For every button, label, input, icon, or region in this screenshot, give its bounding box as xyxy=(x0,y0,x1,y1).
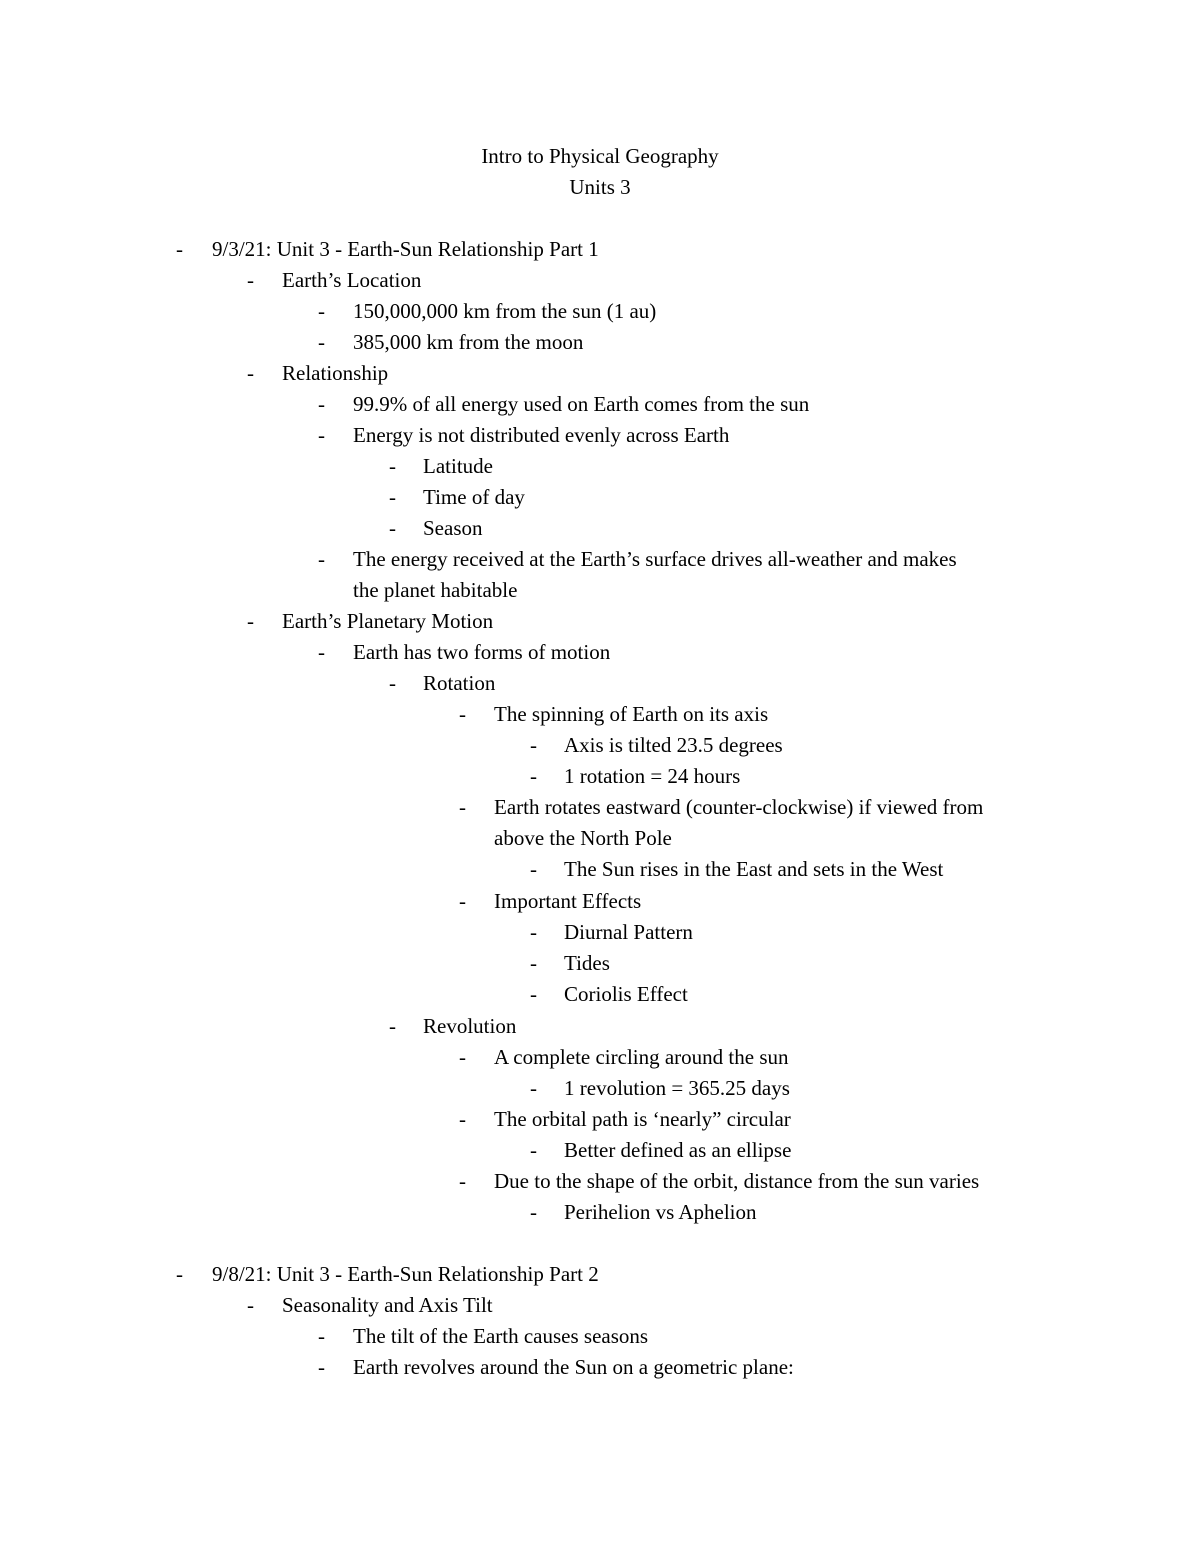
bullet-dash: - xyxy=(176,237,183,261)
note-item: Relationship xyxy=(282,361,389,385)
note-item: Earth has two forms of motion xyxy=(353,640,611,664)
bullet-dash: - xyxy=(176,1262,183,1286)
note-item: 150,000,000 km from the sun (1 au) xyxy=(353,299,657,323)
note-item: The tilt of the Earth causes seasons xyxy=(353,1324,649,1348)
note-item: The orbital path is ‘nearly” circular xyxy=(494,1107,791,1131)
bullet-dash: - xyxy=(530,857,537,881)
note-item: Axis is tilted 23.5 degrees xyxy=(564,733,783,757)
bullet-dash: - xyxy=(459,1169,466,1193)
note-item: 385,000 km from the moon xyxy=(353,330,584,354)
note-item: Perihelion vs Aphelion xyxy=(564,1200,757,1224)
note-item: the planet habitable xyxy=(353,578,518,602)
section-heading: 9/8/21: Unit 3 - Earth-Sun Relationship Part 2 xyxy=(212,1262,599,1286)
note-item: Earth rotates eastward (counter-clockwise) if viewed from xyxy=(494,795,984,819)
note-item: Earth revolves around the Sun on a geometric plane: xyxy=(353,1355,794,1379)
bullet-dash: - xyxy=(389,454,396,478)
note-item: Earth’s Planetary Motion xyxy=(282,609,494,633)
note-item: Seasonality and Axis Tilt xyxy=(282,1293,493,1317)
note-item: Diurnal Pattern xyxy=(564,920,693,944)
bullet-dash: - xyxy=(459,1045,466,1069)
bullet-dash: - xyxy=(530,1138,537,1162)
note-item: Important Effects xyxy=(494,889,642,913)
note-item: Energy is not distributed evenly across Earth xyxy=(353,423,730,447)
bullet-dash: - xyxy=(318,330,325,354)
document-title: Intro to Physical Geography xyxy=(481,144,719,168)
section-heading: 9/3/21: Unit 3 - Earth-Sun Relationship Part 1 xyxy=(212,237,599,261)
note-item: Coriolis Effect xyxy=(564,982,688,1006)
bullet-dash: - xyxy=(530,733,537,757)
bullet-dash: - xyxy=(459,795,466,819)
bullet-dash: - xyxy=(530,764,537,788)
bullet-dash: - xyxy=(389,671,396,695)
note-item: 99.9% of all energy used on Earth comes from the sun xyxy=(353,392,810,416)
bullet-dash: - xyxy=(318,392,325,416)
note-item: Due to the shape of the orbit, distance from the sun varies xyxy=(494,1169,980,1193)
bullet-dash: - xyxy=(530,1076,537,1100)
note-item: The spinning of Earth on its axis xyxy=(494,702,769,726)
note-item: Better defined as an ellipse xyxy=(564,1138,792,1162)
note-item: Revolution xyxy=(423,1014,517,1038)
bullet-dash: - xyxy=(247,1293,254,1317)
bullet-dash: - xyxy=(247,609,254,633)
bullet-dash: - xyxy=(459,702,466,726)
bullet-dash: - xyxy=(318,1324,325,1348)
note-item: Time of day xyxy=(423,485,525,509)
bullet-dash: - xyxy=(389,485,396,509)
bullet-dash: - xyxy=(318,1355,325,1379)
bullet-dash: - xyxy=(530,982,537,1006)
bullet-dash: - xyxy=(389,516,396,540)
note-item: 1 rotation = 24 hours xyxy=(564,764,741,788)
bullet-dash: - xyxy=(530,920,537,944)
note-item: The energy received at the Earth’s surface drives all-weather and makes xyxy=(353,547,957,571)
bullet-dash: - xyxy=(318,547,325,571)
note-item: Rotation xyxy=(423,671,496,695)
bullet-dash: - xyxy=(459,1107,466,1131)
note-item: A complete circling around the sun xyxy=(494,1045,789,1069)
bullet-dash: - xyxy=(318,640,325,664)
bullet-dash: - xyxy=(318,423,325,447)
note-item: The Sun rises in the East and sets in the West xyxy=(564,857,944,881)
bullet-dash: - xyxy=(389,1014,396,1038)
note-item: Earth’s Location xyxy=(282,268,422,292)
bullet-dash: - xyxy=(247,268,254,292)
note-item: Latitude xyxy=(423,454,493,478)
bullet-dash: - xyxy=(318,299,325,323)
note-item: above the North Pole xyxy=(494,826,672,850)
note-item: Season xyxy=(423,516,483,540)
bullet-dash: - xyxy=(530,1200,537,1224)
bullet-dash: - xyxy=(530,951,537,975)
document-subtitle: Units 3 xyxy=(569,175,631,199)
note-item: 1 revolution = 365.25 days xyxy=(564,1076,790,1100)
note-item: Tides xyxy=(564,951,610,975)
bullet-dash: - xyxy=(459,889,466,913)
bullet-dash: - xyxy=(247,361,254,385)
